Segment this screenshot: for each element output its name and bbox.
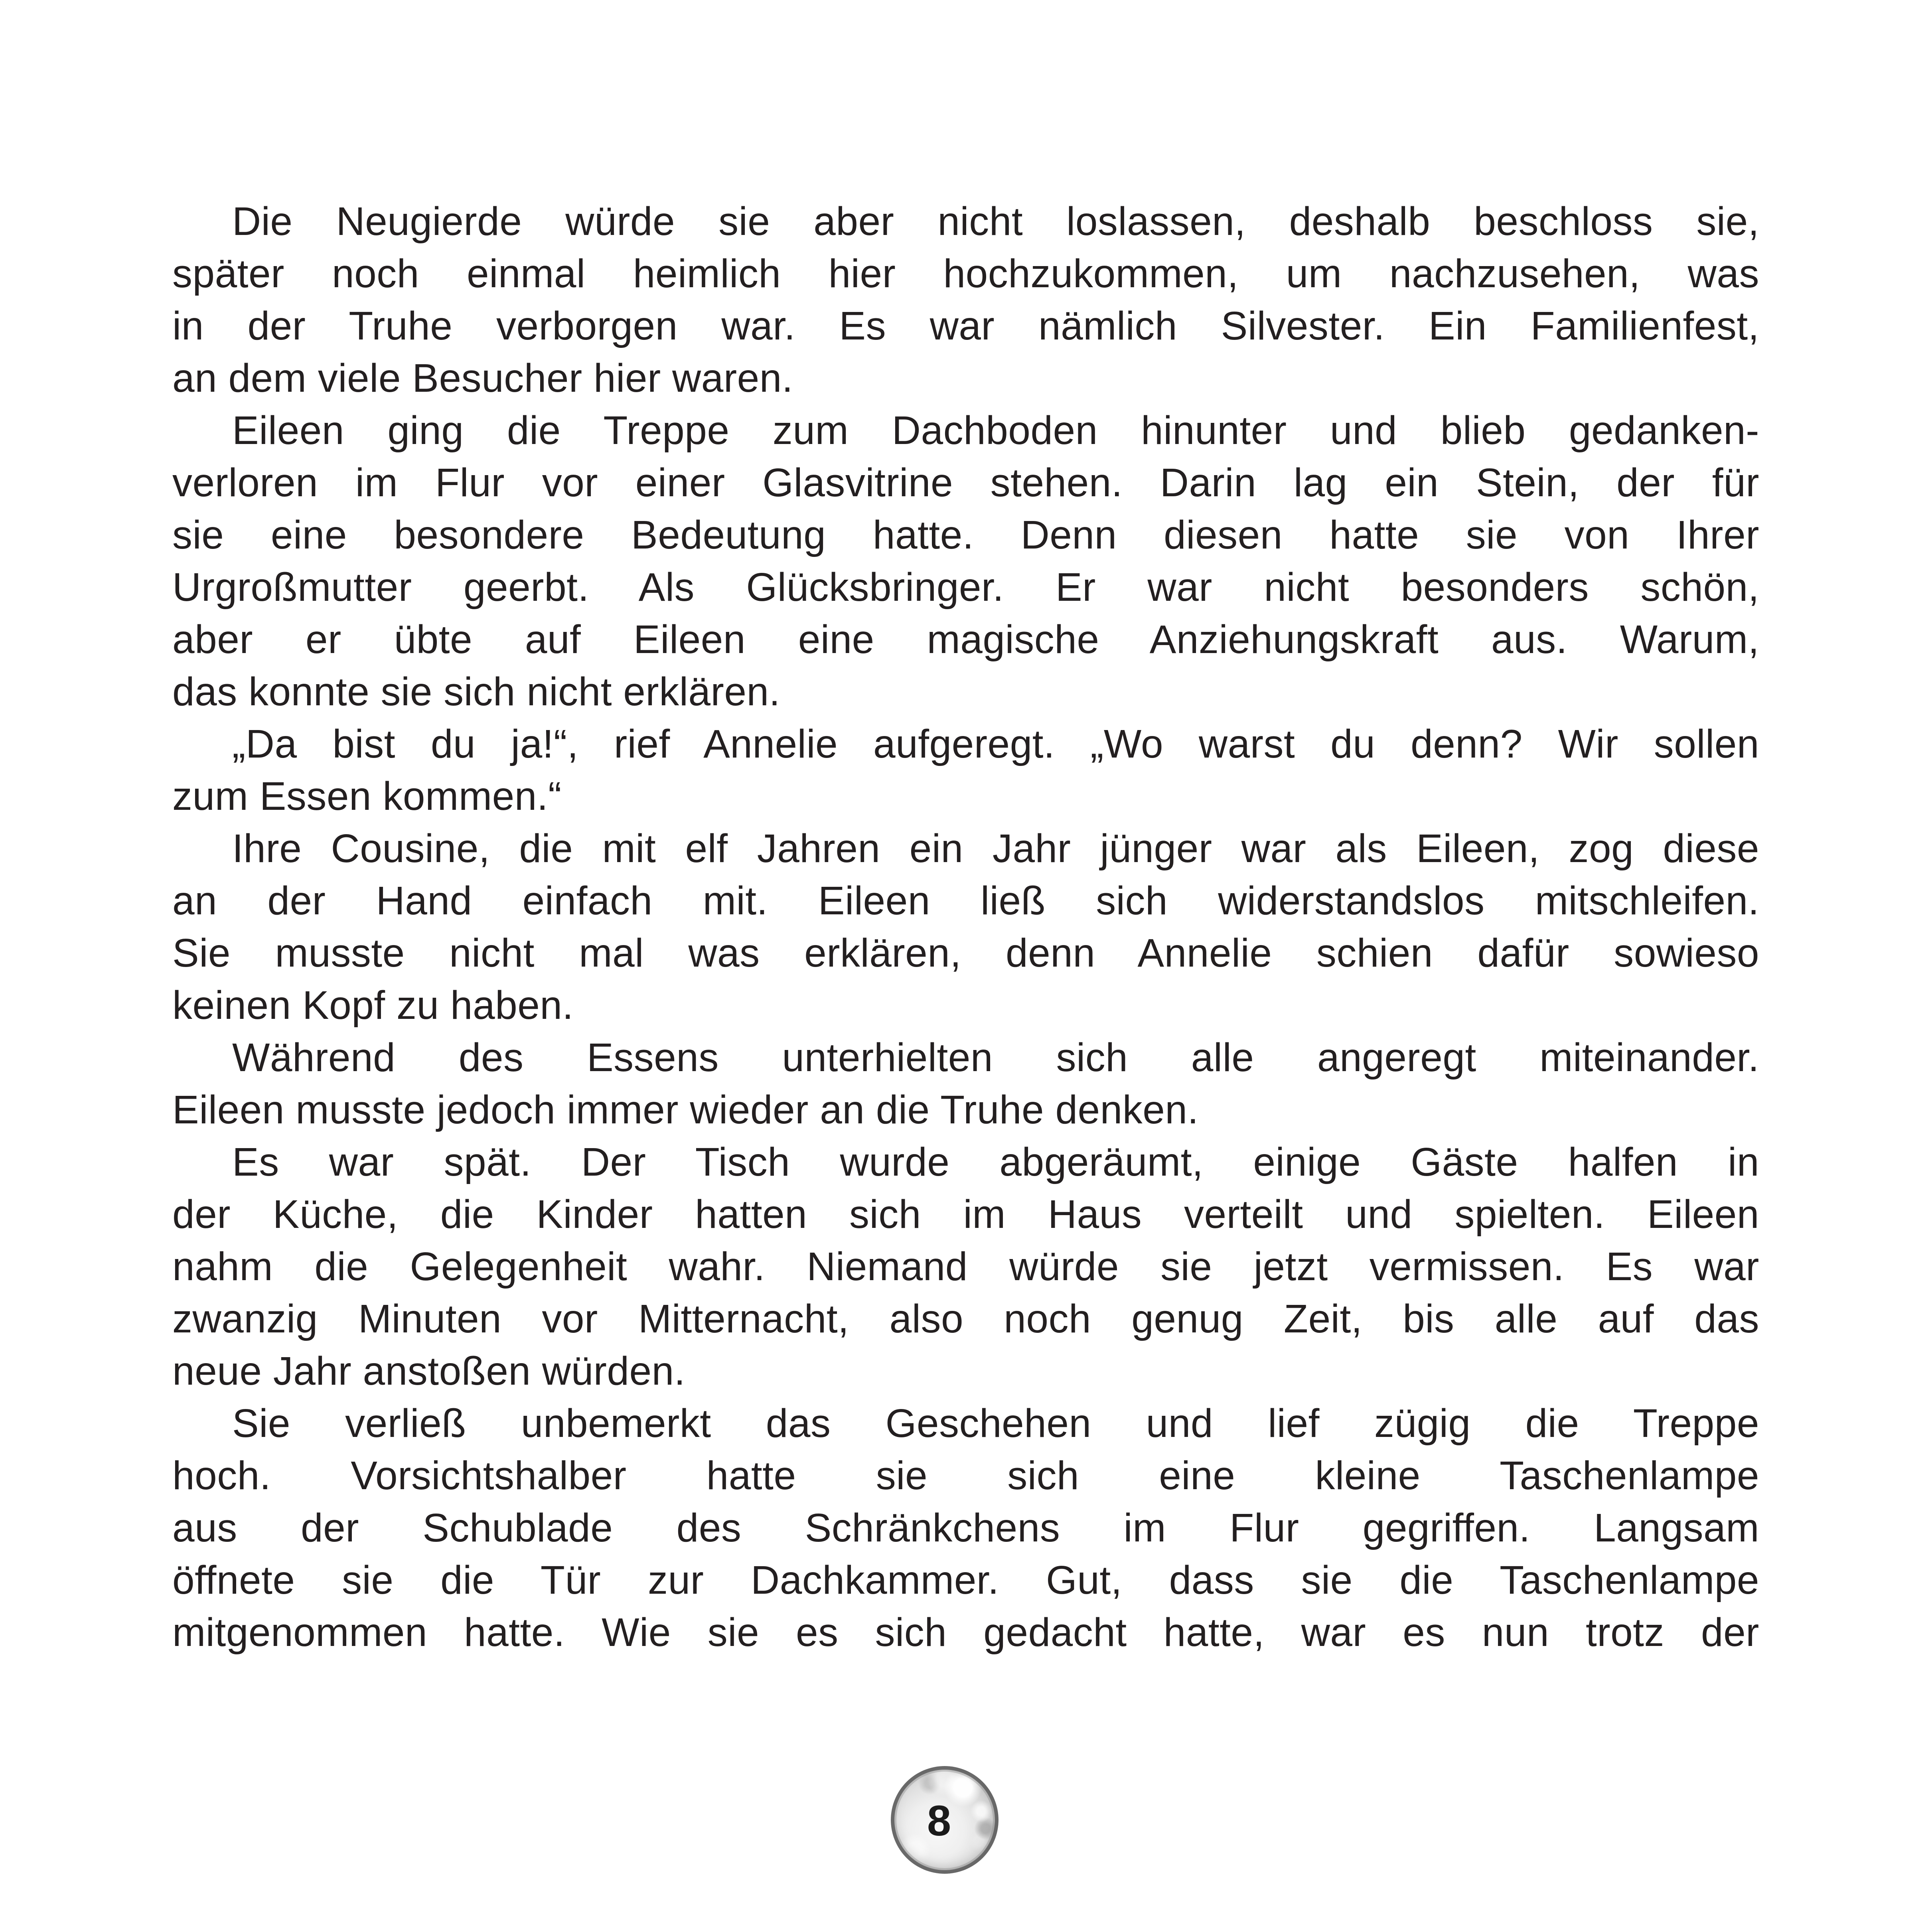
text-line: das konnte sie sich nicht erklären. [172, 669, 780, 714]
text-line: an der Hand einfach mit. Eileen ließ sich widerstandslos mitschleifen. [172, 878, 1759, 923]
text-line: der Küche, die Kinder hatten sich im Haus verteilt und spielten. Eileen [172, 1192, 1759, 1237]
text-line: keinen Kopf zu haben. [172, 983, 574, 1028]
text-line: Eileen musste jedoch immer wieder an die Truhe denken. [172, 1087, 1199, 1132]
text-line: „Da bist du ja!“, rief Annelie aufgeregt. „Wo warst du denn? Wir sollen [232, 722, 1759, 766]
text-line: Ihre Cousine, die mit elf Jahren ein Jahr jünger war als Eileen, zog diese [232, 826, 1759, 871]
text-line: in der Truhe verborgen war. Es war nämlich Silvester. Ein Familienfest, [172, 304, 1759, 348]
text-line: Sie verließ unbemerkt das Geschehen und lief zügig die Treppe [232, 1401, 1759, 1446]
text-line: Urgroßmutter geerbt. Als Glücksbringer. Er war nicht besonders schön, [172, 565, 1759, 610]
text-line: nahm die Gelegenheit wahr. Niemand würde sie jetzt vermissen. Es war [172, 1244, 1759, 1289]
text-line: zum Essen kommen.“ [172, 774, 562, 819]
text-line: später noch einmal heimlich hier hochzukommen, um nachzusehen, was [172, 251, 1759, 296]
text-line: Es war spät. Der Tisch wurde abgeräumt, einige Gäste halfen in [232, 1140, 1759, 1184]
text-line: zwanzig Minuten vor Mitternacht, also noch genug Zeit, bis alle auf das [172, 1297, 1759, 1341]
text-line: hoch. Vorsichtshalber hatte sie sich eine kleine Taschenlampe [172, 1453, 1759, 1498]
text-line: Eileen ging die Treppe zum Dachboden hinunter und blieb gedanken- [232, 408, 1759, 453]
text-line: sie eine besondere Bedeutung hatte. Denn diesen hatte sie von Ihrer [172, 513, 1759, 557]
text-line: verloren im Flur vor einer Glasvitrine stehen. Darin lag ein Stein, der für [172, 460, 1759, 505]
story-text [172, 195, 1759, 1659]
text-line: aber er übte auf Eileen eine magische Anziehungskraft aus. Warum, [172, 617, 1759, 662]
page-number: 8 [927, 1796, 951, 1845]
page-number-stone [891, 1766, 999, 1874]
text-line: aus der Schublade des Schränkchens im Flur gegriffen. Langsam [172, 1506, 1759, 1550]
text-line: öffnete sie die Tür zur Dachkammer. Gut, dass sie die Taschenlampe [172, 1558, 1759, 1602]
text-line: mitgenommen hatte. Wie sie es sich gedacht hatte, war es nun trotz der [172, 1610, 1759, 1655]
text-line: Die Neugierde würde sie aber nicht loslassen, deshalb beschloss sie, [232, 199, 1759, 244]
text-line: an dem viele Besucher hier waren. [172, 356, 793, 401]
text-line: neue Jahr anstoßen würden. [172, 1349, 686, 1393]
text-line: Sie musste nicht mal was erklären, denn Annelie schien dafür sowieso [172, 931, 1759, 975]
text-line: Während des Essens unterhielten sich alle angeregt miteinander. [232, 1035, 1759, 1080]
